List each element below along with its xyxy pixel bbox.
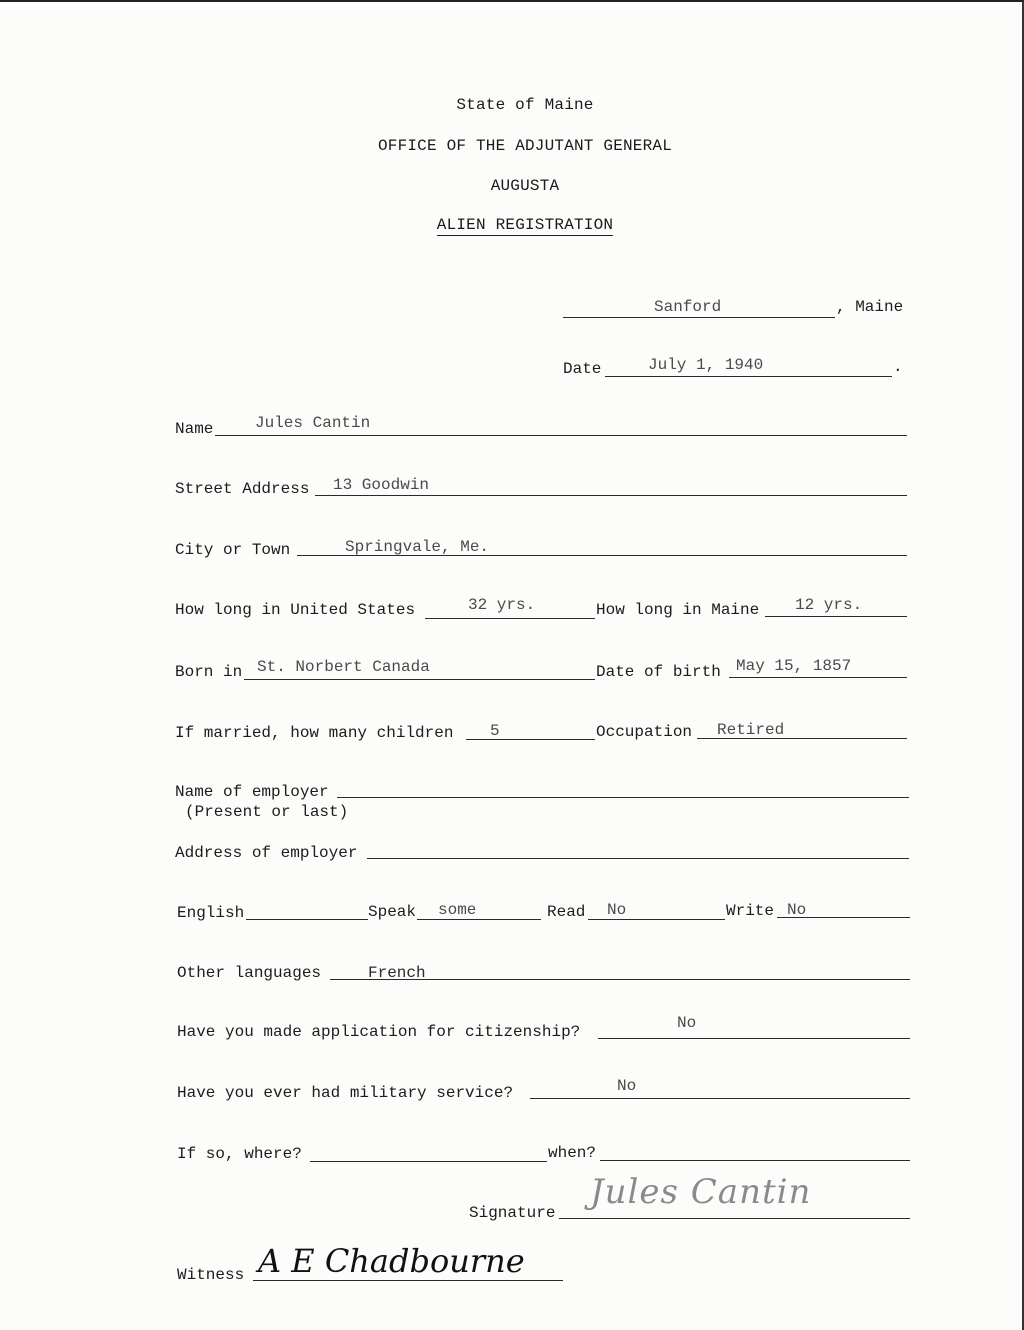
signature-label: Signature [469,1204,556,1222]
when-line [600,1160,910,1161]
witness-label: Witness [177,1266,245,1284]
signature-line [559,1218,910,1219]
me-time-value: 12 yrs. [795,596,863,614]
born-value: St. Norbert Canada [257,658,430,676]
name-label: Name [175,420,214,438]
citizenship-label: Have you made application for citizenship? [177,1023,581,1041]
place-line [563,317,835,318]
military-label: Have you ever had military service? [177,1084,514,1102]
occupation-value: Retired [717,721,785,739]
header-office: OFFICE OF THE ADJUTANT GENERAL [377,137,673,155]
employer-line [337,797,909,798]
born-label: Born in [175,663,243,681]
dob-line [729,677,907,678]
read-value: No [607,901,627,919]
children-value: 5 [490,722,500,740]
english-line [246,919,368,920]
me-time-line [765,616,907,617]
me-time-label: How long in Maine [596,601,760,619]
form-title-text: ALIEN REGISTRATION [436,216,614,234]
witness-value: A E Chadbourne [258,1242,525,1280]
street-label: Street Address [175,480,310,498]
name-line [215,435,907,436]
date-end: . [893,358,903,376]
place-value: Sanford [654,298,722,316]
speak-value: some [438,901,477,919]
place-suffix: , Maine [836,298,904,316]
children-line [466,739,595,740]
name-value: Jules Cantin [255,414,371,432]
us-time-line [425,618,595,619]
children-label: If married, how many children [175,724,454,742]
born-line [244,679,595,680]
city-value: Springvale, Me. [345,538,490,556]
header-state: State of Maine [456,96,594,114]
employer-address-label: Address of employer [175,844,358,862]
where-line [310,1161,547,1162]
header-city: AUGUSTA [490,177,560,195]
citizenship-line [598,1038,910,1039]
signature-value: Jules Cantin [590,1172,812,1212]
military-line [530,1098,910,1099]
read-line [588,919,725,920]
citizenship-value: No [677,1014,697,1032]
witness-line [253,1280,563,1281]
date-line [605,376,892,377]
us-time-value: 32 yrs. [468,596,536,614]
us-time-label: How long in United States [175,601,416,619]
dob-label: Date of birth [596,663,721,681]
occupation-label: Occupation [596,723,693,741]
other-languages-label: Other languages [177,964,322,982]
read-label: Read [547,903,586,921]
employer-label: Name of employer [175,783,329,801]
dob-value: May 15, 1857 [736,657,852,675]
other-languages-value: French [368,964,426,982]
date-label: Date [563,360,602,378]
where-label: If so, where? [177,1145,302,1163]
street-value: 13 Goodwin [333,476,430,494]
speak-label: Speak [368,903,417,921]
military-value: No [617,1077,637,1095]
when-label: when? [548,1144,597,1162]
employer-address-line [367,858,909,859]
form-title [0,216,1024,234]
write-label: Write [726,902,775,920]
write-value: No [787,901,807,919]
employer-sublabel: (Present or last) [185,803,349,821]
city-label: City or Town [175,541,291,559]
english-label: English [177,904,245,922]
street-line [315,495,907,496]
speak-line [417,919,541,920]
date-value: July 1, 1940 [648,356,764,374]
